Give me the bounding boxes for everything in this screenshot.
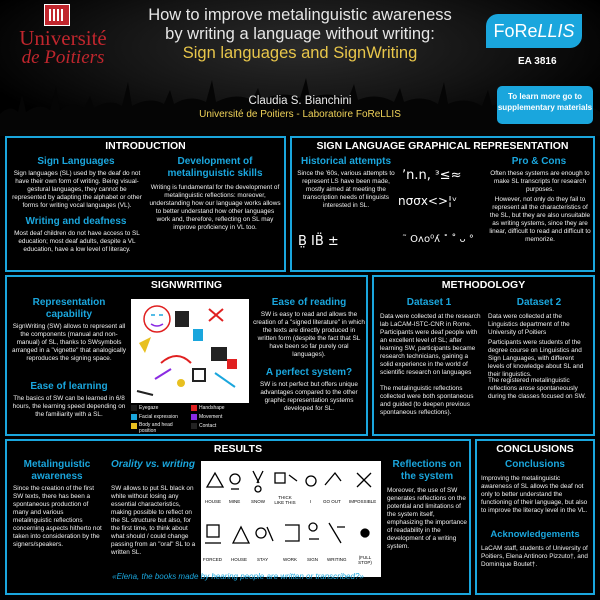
sign-label-forced: FORCED — [203, 557, 222, 562]
quote-text: «Elena, the books made by hearing people are written or transcribed?» — [112, 572, 364, 581]
author-name: Claudia S. Bianchini — [248, 95, 352, 107]
legend-swatch-movement — [191, 414, 197, 420]
acknowledgements-heading: Acknowledgements — [490, 529, 580, 540]
title-line-3: Sign languages and SignWriting — [182, 44, 418, 62]
conclusions-title: CONCLUSIONS — [496, 443, 574, 455]
sign-label-mine: MINE — [229, 499, 241, 504]
sign-languages-text: Sign languages (SL) used by the deaf do not have their own form of writing. Being visual-gestural languages, they cannot be represented by adapting the alphabet or other forms for writing vocal languages (VL). — [12, 170, 142, 209]
author-block — [140, 94, 460, 122]
crest-icon — [44, 4, 70, 26]
sl-representation-panel — [290, 136, 595, 272]
signwriting-panel — [5, 275, 368, 436]
historical-text: Since the '60s, various attempts to represent LS have been made, mostly aimed at meeting the transcription needs of linguists interested in SL. — [297, 170, 395, 209]
acknowledgements-text: LaCAM staff, students of University of Poitiers, Elena Antinoro Pizzuto†, and Dominique Boutet†. — [481, 545, 588, 568]
poster-title — [120, 6, 480, 63]
introduction-panel — [5, 136, 286, 272]
representation-heading: Representation capability — [32, 297, 106, 320]
pros-cons-text-1: Often these systems are enough to make SL transcripts for research purposes. — [490, 170, 590, 193]
ease-reading-heading: Ease of reading — [271, 297, 347, 308]
representation-text: SignWriting (SW) allows to represent all the components (manual and non-manual) of SL, thanks to SWsymbols arranged in a "vignette" that analogically reproduces the signing space. — [12, 323, 126, 362]
dataset-2-text-2: Participants were students of the degree course on Linguistics and Sign Languages, with different levels of knowledge about SL and their linguistics. — [488, 339, 584, 378]
sign-glyphs-row-1-icon — [201, 463, 381, 497]
dataset-1-heading: Dataset 1 — [406, 297, 452, 308]
notation-glyph-icon-4: ˜ Oᴧᴏ⁰ʎ ˟ ˚ ᴗ ° — [402, 234, 474, 245]
metalinguistic-text: Since the creation of the first SW texts, there has been a spontaneous production of many and various metalinguistic reflections concerning aspects hitherto not taken into consideration by the signers/speakers. — [13, 485, 102, 548]
sign-label-impossible: IMPOSSIBLE — [349, 499, 377, 504]
legend-movement: Movement — [199, 414, 223, 420]
conclusions-panel — [475, 439, 595, 595]
dataset-2-heading: Dataset 2 — [516, 297, 562, 308]
reflections-text: Moreover, the use of SW generates reflections on the potential and limitations of the system itself, emphasizing the importance of readability in the development of a writing system. — [387, 487, 467, 550]
legend-swatch-contact — [191, 423, 197, 429]
writing-deafness-heading: Writing and deafness — [25, 216, 127, 227]
legend-swatch-body — [131, 423, 137, 429]
legend-body-head-position: Body and head position — [139, 422, 173, 434]
legend-swatch-eyegaze — [131, 405, 137, 411]
sign-label-house-2: HOUSE — [231, 557, 248, 562]
lab-code: EA 3816 — [518, 56, 557, 67]
conclusions-heading: Conclusions — [504, 459, 565, 470]
poster-header — [0, 0, 600, 136]
sign-label-snow: SNOW — [251, 499, 265, 504]
university-city: de Poitiers — [21, 47, 105, 68]
sign-glyphs-row-2-icon — [201, 513, 381, 553]
methodology-title: METHODOLOGY — [441, 279, 526, 291]
notation-glyph-icon-1: ʼn.n, ᵌ≤≈ — [402, 168, 462, 183]
pros-cons-text-2: However, not only do they fail to represent all the characteristics of the SL, but they are also unsuitable as writing systems, since they are linear, difficult to read and difficult to memorize. — [489, 196, 591, 243]
signwriting-legend — [131, 405, 249, 435]
perfect-system-heading: A perfect system? — [265, 367, 353, 378]
perfect-system-text: SW is not perfect but offers unique advantages compared to the other graphic representation systems developed for SL. — [260, 381, 358, 412]
dataset-1-text-2: The metalinguistic reflections collected were both spontaneous and guided (to deepen previous spontaneous reflections). — [380, 385, 474, 416]
writing-deafness-text: Most deaf children do not have access to SL education; most deaf adults, despite a VL education, have a low level of literacy. — [14, 230, 140, 253]
sign-languages-heading: Sign Languages — [37, 156, 115, 167]
signwriting-title: SIGNWRITING — [150, 279, 223, 291]
sign-label-full-stop: (FULL STOP) — [358, 555, 372, 565]
ease-learning-heading: Ease of learning — [30, 381, 108, 392]
development-skills-heading: Development of metalinguistic skills — [167, 156, 263, 179]
methodology-panel — [372, 275, 595, 436]
notation-glyph-icon-3: B̤ IB̈ ± — [298, 234, 339, 249]
legend-contact: Contact — [199, 423, 217, 429]
legend-eyegaze: Eyegaze — [139, 405, 159, 411]
orality-text: SW allows to put SL black on white without losing any essential characteristics, making possible to reflect on the SL structure but also, for the first time, to think about what should / could change passing from an "oral" SL to a written SL. — [111, 485, 196, 556]
legend-handshape: Handshape — [199, 405, 225, 411]
sign-label-sign: SIGN — [307, 557, 319, 562]
forellis-logo: FoReLLIS — [486, 14, 582, 48]
sign-label-thick: THICK LIKE THIS — [274, 495, 296, 505]
metalinguistic-heading: Metalinguistic awareness — [23, 459, 91, 482]
title-line-2: by writing a language without writing: — [165, 25, 435, 43]
title-line-1: How to improve metalinguistic awareness — [148, 6, 452, 24]
ease-learning-text: The basics of SW can be learned in 6/8 hours, the learning speed depending on the familiarity with a SL. — [12, 395, 126, 418]
sign-label-writing: WRITING — [327, 557, 347, 562]
historical-heading: Historical attempts — [300, 156, 392, 167]
reflections-heading: Reflections on the system — [392, 459, 462, 482]
legend-facial-expression: Facial expression — [139, 414, 178, 420]
development-skills-text: Writing is fundamental for the development of metalinguistic reflections: moreover, understanding how our language works allows to better understand how other languages work and, therefore, reflecting on SL may improve proficiency in VL too. — [149, 184, 281, 231]
sign-label-stay: STAY — [257, 557, 269, 562]
university-name: Université — [19, 26, 107, 50]
conclusions-text: Improving the metalinguistic awareness of SL allows the deaf not only to better understand the functioning of their language, but also to improve the literacy level in the VL. — [481, 475, 588, 514]
results-title: RESULTS — [213, 443, 263, 455]
sl-representation-title: SIGN LANGUAGE GRAPHICAL REPRESENTATION — [316, 140, 569, 152]
legend-swatch-facial — [131, 414, 137, 420]
notation-glyph-icon-2: nσσx<>¦ᵛ — [398, 194, 458, 208]
sign-label-work: WORK — [283, 557, 297, 562]
signwriting-vignette-figure — [131, 299, 249, 403]
ease-reading-text: SW is easy to read and allows the creation of a "signed literature" in which the texts are directly produced in written form (despite the fact that SL have been so far purely oral languages). — [253, 311, 365, 358]
orality-heading: Orality vs. writing — [111, 459, 195, 470]
dataset-1-text-1: Data were collected at the research lab LaCAM-ISTC-CNR in Rome. Participants were deaf people with an excellent level of SL; after learning SW, participants became research technicians, gaining a solid experience in the world of scientific research on languages — [380, 313, 481, 376]
sign-label-go-out: GO OUT — [323, 499, 341, 504]
signwriting-text-example — [201, 461, 381, 577]
legend-swatch-handshape — [191, 405, 197, 411]
sign-label-i: I — [310, 499, 312, 504]
supplementary-materials-box[interactable]: To learn more go to supplementary materials — [497, 86, 593, 124]
university-logo — [4, 4, 122, 80]
dataset-2-text-1: Data were collected at the Linguistics department of the University of Poitiers — [488, 313, 570, 336]
dataset-2-text-3: The registered metalinguistic reflections arose spontaneously during the classes focused on SW. — [488, 377, 587, 400]
sign-label-house: HOUSE — [205, 499, 222, 504]
pros-cons-heading: Pro & Cons — [511, 156, 567, 167]
introduction-title: INTRODUCTION — [105, 140, 186, 152]
author-affiliation: Université de Poitiers - Laboratoire FoReLLIS — [199, 109, 401, 120]
sign-labels-row-1 — [201, 495, 381, 507]
